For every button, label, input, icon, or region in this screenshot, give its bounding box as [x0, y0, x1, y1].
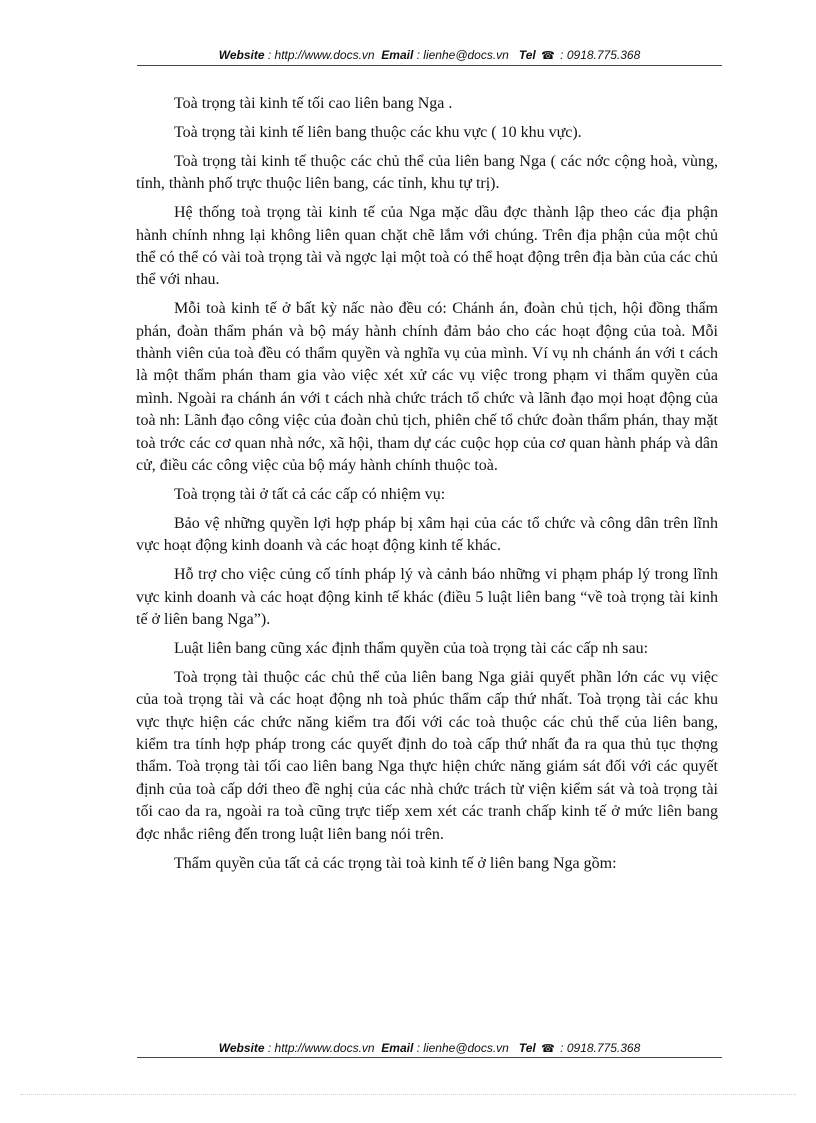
header-email-label: Email	[381, 48, 414, 62]
header-tel-label: Tel	[518, 48, 536, 62]
paragraph: Toà trọng tài ở tất cả các cấp có nhiệm vụ:	[174, 486, 446, 503]
header-website-label: Website	[218, 48, 265, 62]
paragraph: Bảo vệ những quyền lợi hợp pháp bị xâm hại của các tổ chức và công dân trên lĩnh vực hoạt động kinh doanh và các hoạt động kinh tế khác.	[136, 514, 718, 555]
paragraph: Toà trọng tài thuộc các chủ thể của liên bang Nga giải quyết phần lớn các vụ việc của toà trọng tài và các hoạt động nh toà phúc thẩm cấp thứ nhất. Toà trọng tài các khu vực thực hiện các chức năng kiểm tra đối với các toà thuộc các chủ thể của liên bang, kiểm tra tính hợp pháp trong các quyết định do toà cấp thứ nhất đa ra qua thủ tục thợng thẩm. Toà trọng tài tối cao liên bang Nga thực hiện chức năng giám sát đối với các quyết định của toà cấp dới theo đề nghị của các nhà chức trách từ viện kiểm sát và toà trọng tài tối cao da ra, ngoài ra toà cũng trực tiếp xem xét các tranh chấp kinh tế ở mức liên bang đợc nhắc riêng đến trong luật liên bang nói trên.	[136, 668, 718, 843]
header-tel-value: : 0918.775.368	[560, 48, 641, 62]
paragraph: Hệ thống toà trọng tài kinh tế của Nga mặc dầu đợc thành lập theo các địa phận hành chính nhng lại không liên quan chặt chẽ lắm với chúng. Trên địa phận của một chủ thể có thể có vài toà trọng tài và ngợc lại một toà có thể hoạt động trên địa bàn của các chủ thể với nhau.	[136, 204, 718, 289]
page-header	[137, 48, 722, 62]
footer-tel-label: Tel	[518, 1041, 536, 1055]
paragraph: Mỗi toà kinh tế ở bất kỳ nấc nào đều có: Chánh án, đoàn chủ tịch, hội đồng thẩm phán, đoàn thẩm phán và bộ máy hành chính đảm bảo cho các hoạt động của toà. Mỗi thành viên của toà đều có thẩm quyền và nghĩa vụ của mình. Ví vụ nh chánh án với t cách là một thẩm phán tham gia vào việc xét xử các vụ việc trong phạm vi thẩm quyền của mình. Ngoài ra chánh án với t cách nhà chức trách tổ chức và lãnh đạo mọi hoạt động của toà nh: Lãnh đạo công việc của đoàn chủ tịch, phiên chế tổ chức đoàn thẩm phán, thay mặt toà trớc các cơ quan nhà nớc, xã hội, tham dự các cuộc họp của cơ quan hành pháp và dân cử, điều các công việc của bộ máy hành chính thuộc toà.	[136, 300, 718, 475]
phone-icon: ☎	[541, 1043, 555, 1055]
footer-email-label: Email	[381, 1041, 414, 1055]
paragraph: Toà trọng tài kinh tế thuộc các chủ thể của liên bang Nga ( các nớc cộng hoà, vùng, tỉnh, thành phố trực thuộc liên bang, các tỉnh, khu tự trị).	[136, 152, 718, 193]
footer-tel-value: : 0918.775.368	[560, 1041, 641, 1055]
paragraph: Toà trọng tài kinh tế tối cao liên bang Nga .	[174, 95, 453, 112]
footer-divider	[137, 1057, 722, 1058]
header-divider	[137, 65, 722, 66]
paragraph: Toà trọng tài kinh tế liên bang thuộc các khu vực ( 10 khu vực).	[174, 123, 582, 141]
footer-email-link[interactable]: : lienhe@docs.vn	[416, 1041, 509, 1055]
document-body	[136, 93, 718, 882]
paragraph: Thẩm quyền của tất cả các trọng tài toà kinh tế ở liên bang Nga gồm:	[174, 854, 617, 872]
footer-website-label: Website	[218, 1041, 265, 1055]
paragraph: Luật liên bang cũng xác định thẩm quyền của toà trọng tài các cấp nh sau:	[174, 639, 649, 657]
paragraph: Hỗ trợ cho việc củng cố tính pháp lý và cảnh báo những vi phạm pháp lý trong lĩnh vực kinh doanh và các hoạt động kinh tế khác (điều 5 luật liên bang “về toà trọng tài kinh tế ở liên bang Nga”).	[136, 566, 718, 629]
phone-icon: ☎	[541, 50, 555, 62]
page-bottom-edge	[20, 1094, 796, 1095]
header-website-link[interactable]: : http://www.docs.vn	[267, 48, 375, 62]
footer-website-link[interactable]: : http://www.docs.vn	[267, 1041, 375, 1055]
page-footer	[137, 1041, 722, 1055]
header-email-link[interactable]: : lienhe@docs.vn	[416, 48, 509, 62]
